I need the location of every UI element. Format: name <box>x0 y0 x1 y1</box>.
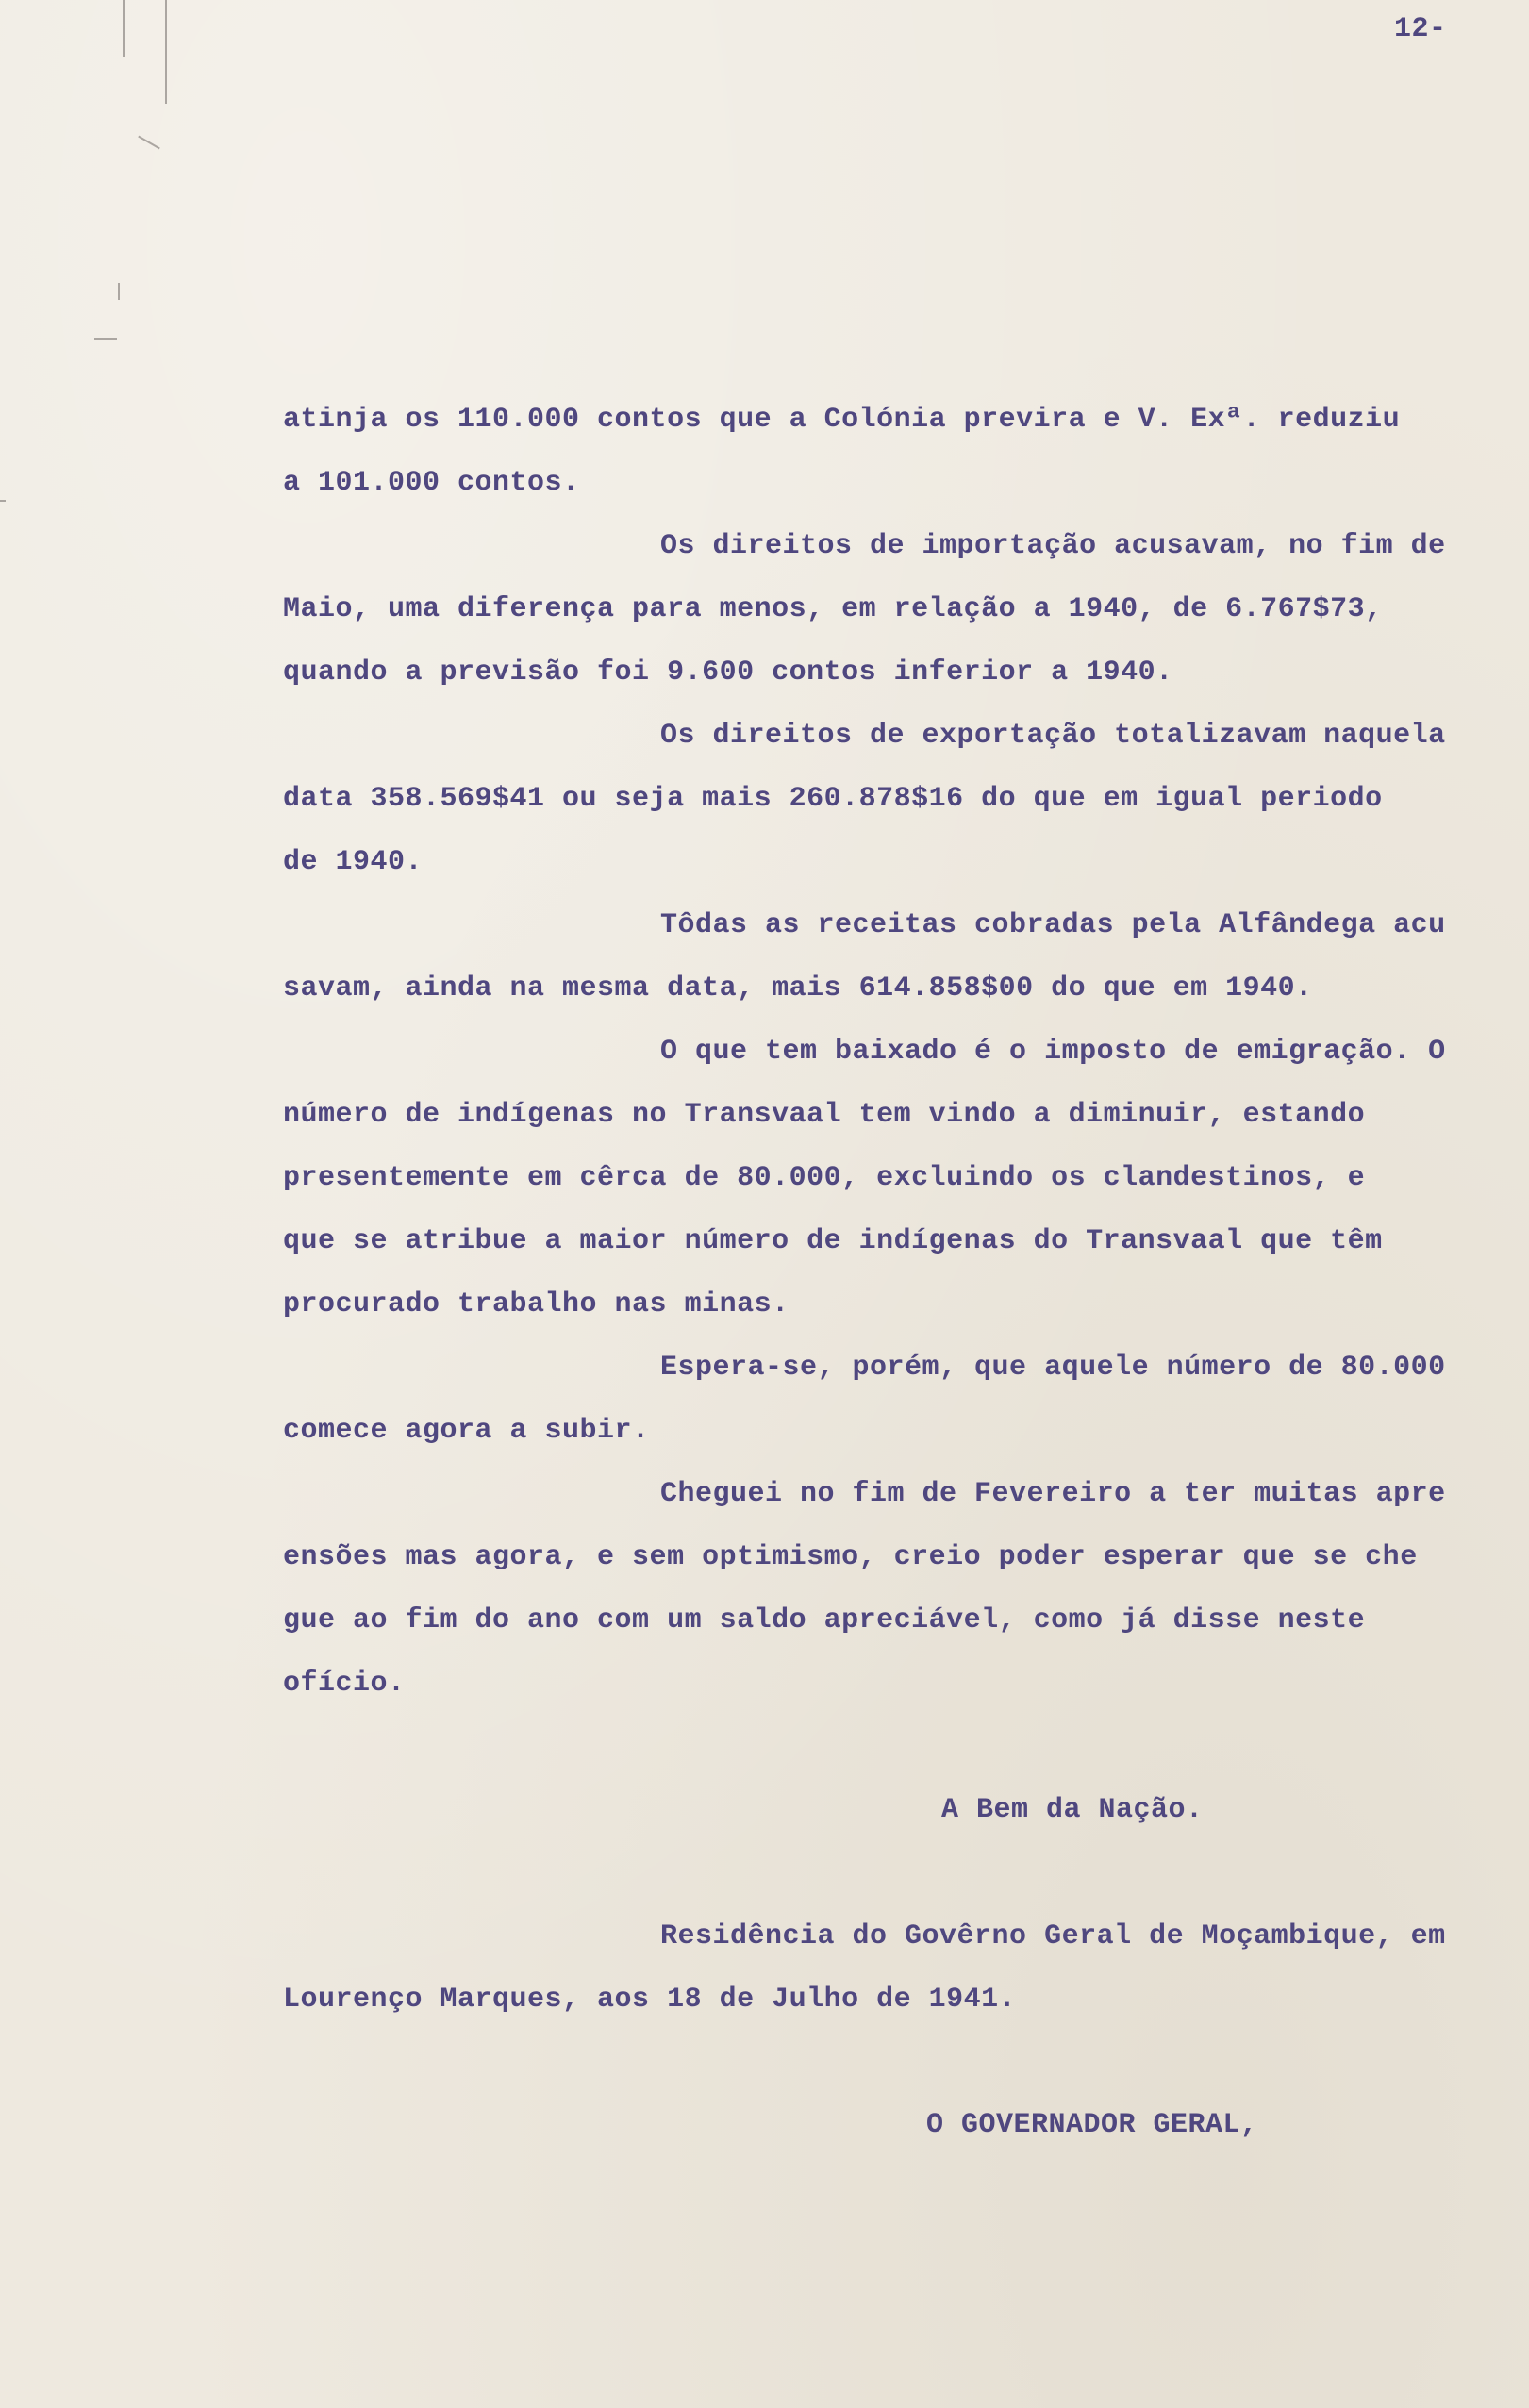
text-line: de 1940. <box>283 846 424 878</box>
text-line: O que tem baixado é o imposto de emigração. O <box>660 1036 1446 1068</box>
page-number: 12- <box>1394 13 1447 45</box>
signature-title: O GOVERNADOR GERAL, <box>926 2109 1258 2141</box>
text-line: ofício. <box>283 1668 406 1700</box>
location-line: Residência do Govêrno Geral de Moçambique, em <box>660 1920 1446 1952</box>
text-line: a 101.000 contos. <box>283 467 580 499</box>
text-line: comece agora a subir. <box>283 1415 650 1447</box>
text-line: Maio, uma diferença para menos, em relação a 1940, de 6.767$73, <box>283 593 1383 625</box>
text-line: presentemente em cêrca de 80.000, excluindo os clandestinos, e <box>283 1162 1366 1194</box>
text-line: procurado trabalho nas minas. <box>283 1288 789 1320</box>
text-line: quando a previsão foi 9.600 contos inferior a 1940. <box>283 656 1173 689</box>
text-line: Os direitos de importação acusavam, no fim de <box>660 530 1446 562</box>
text-line: Espera-se, porém, que aquele número de 80.000 <box>660 1352 1446 1384</box>
text-line: ensões mas agora, e sem optimismo, creio poder esperar que se che <box>283 1541 1418 1573</box>
text-line: gue ao fim do ano com um saldo apreciável, como já disse neste <box>283 1604 1366 1636</box>
text-line: savam, ainda na mesma data, mais 614.858$00 do que em 1940. <box>283 972 1313 1005</box>
date-line: Lourenço Marques, aos 18 de Julho de 1941. <box>283 1984 1017 2016</box>
text-line: Cheguei no fim de Fevereiro a ter muitas apre <box>660 1478 1446 1510</box>
closing-salutation: A Bem da Nação. <box>941 1794 1204 1826</box>
text-line: atinja os 110.000 contos que a Colónia previra e V. Exª. reduziu <box>283 404 1401 436</box>
text-line: Tôdas as receitas cobradas pela Alfândega acu <box>660 909 1446 941</box>
text-line: número de indígenas no Transvaal tem vindo a diminuir, estando <box>283 1099 1366 1131</box>
text-line: que se atribue a maior número de indígenas do Transvaal que têm <box>283 1225 1383 1257</box>
text-line: data 358.569$41 ou seja mais 260.878$16 do que em igual periodo <box>283 783 1383 815</box>
text-line: Os direitos de exportação totalizavam naquela <box>660 720 1446 752</box>
